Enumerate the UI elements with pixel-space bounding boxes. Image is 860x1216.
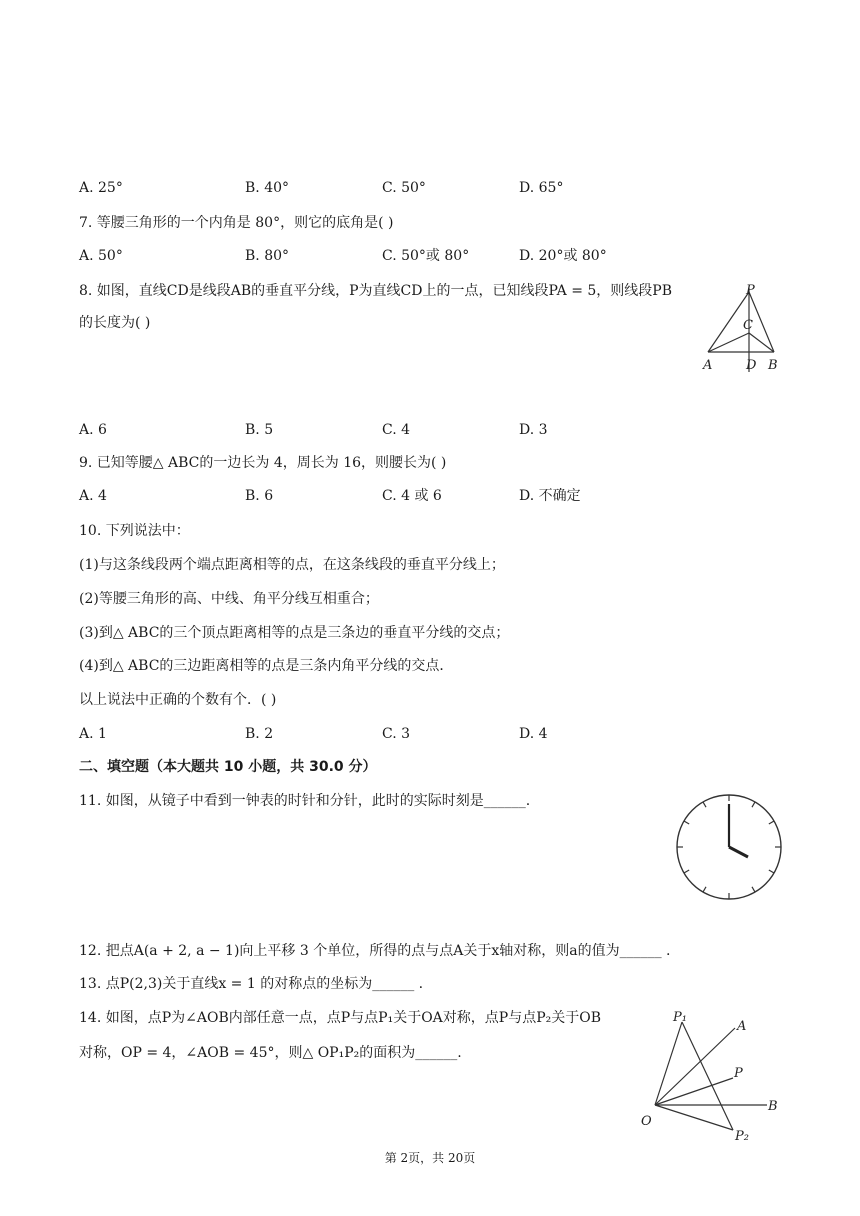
q10-stem: 10. 下列说法中：	[79, 523, 190, 539]
clock-hour-hand	[729, 847, 748, 857]
q14-segment-op2	[655, 1105, 733, 1130]
q13-stem: 13. 点P(2,3)关于直线x = 1 的对称点的坐标为______ .	[79, 976, 424, 992]
page-footer: 第 2页，共 20页	[384, 1151, 476, 1165]
q10-statement-3: (3)到△ ABC的三个顶点距离相等的点是三条边的垂直平分线的交点；	[79, 625, 510, 641]
q14-stem-line1: 14. 如图，点P为∠AOB内部任意一点，点P与点P₁关于OA对称，点P与点P₂关于OB	[79, 1010, 601, 1026]
q8-option-a: A. 6	[79, 422, 107, 438]
q8-option-c: C. 4	[382, 422, 411, 438]
q10-statement-4: (4)到△ ABC的三边距离相等的点是三条内角平分线的交点．	[79, 658, 454, 674]
q8-figure	[700, 280, 790, 375]
q14-stem-line2: 对称，OP = 4，∠AOB = 45°，则△ OP₁P₂的面积为______.	[79, 1045, 462, 1061]
q8-label-a: A	[703, 358, 713, 373]
clock-tick	[684, 821, 689, 824]
q8-label-b: B	[768, 358, 778, 373]
q7-stem: 7. 等腰三角形的一个内角是 80°，则它的底角是( )	[79, 215, 394, 231]
q8-label-c: C	[743, 318, 753, 333]
q14-label-a: A	[737, 1019, 747, 1034]
q9-stem: 9. 已知等腰△ ABC的一边长为 4，周长为 16，则腰长为( )	[79, 455, 447, 471]
q14-segment-op	[655, 1078, 733, 1105]
clock-tick	[769, 870, 774, 873]
q12-stem: 12. 把点A(a + 2, a − 1)向上平移 3 个单位，所得的点与点A关于x轴对称，则a的值为______ .	[79, 943, 671, 959]
q10-option-a: A. 1	[79, 726, 107, 742]
q14-label-p: P	[734, 1066, 743, 1081]
q9-option-a: A. 4	[79, 488, 107, 504]
q7-option-c: C. 50°或 80°	[382, 248, 470, 264]
q10-option-b: B. 2	[245, 726, 274, 742]
q14-label-p1: P₁	[673, 1010, 687, 1025]
q8-option-d: D. 3	[519, 422, 548, 438]
q11-stem: 11. 如图，从镜子中看到一钟表的时针和分针，此时的实际时刻是______.	[79, 793, 531, 809]
clock-tick	[752, 887, 755, 892]
q8-stem-line2: 的长度为( )	[79, 315, 151, 331]
q7-option-d: D. 20°或 80°	[519, 248, 607, 264]
q14-label-o: O	[641, 1114, 652, 1129]
clock-tick	[703, 802, 706, 807]
clock-tick	[703, 887, 706, 892]
q11-clock-figure	[672, 790, 786, 904]
q10-option-c: C. 3	[382, 726, 411, 742]
q7-option-a: A. 50°	[79, 248, 123, 264]
q10-option-d: D. 4	[519, 726, 548, 742]
q14-figure	[635, 1008, 785, 1148]
clock-tick	[684, 870, 689, 873]
q9-option-c: C. 4 或 6	[382, 488, 442, 504]
q6-option-d: D. 65°	[519, 180, 564, 196]
q10-statement-1: (1)与这条线段两个端点距离相等的点，在这条线段的垂直平分线上；	[79, 557, 505, 573]
q14-segment-p1p2	[682, 1022, 733, 1130]
q10-statement-2: (2)等腰三角形的高、中线、角平分线互相重合；	[79, 591, 379, 607]
q8-label-p: P	[746, 283, 755, 298]
q14-label-p2: P₂	[735, 1129, 749, 1144]
q6-option-b: B. 40°	[245, 180, 290, 196]
q8-stem-line1: 8. 如图，直线CD是线段AB的垂直平分线，P为直线CD上的一点，已知线段PA = 5，则线段PB	[79, 283, 672, 299]
clock-tick	[769, 821, 774, 824]
clock-tick	[752, 802, 755, 807]
q6-option-c: C. 50°	[382, 180, 426, 196]
q14-label-b: B	[768, 1099, 778, 1114]
q6-option-a: A. 25°	[79, 180, 123, 196]
q8-option-b: B. 5	[245, 422, 274, 438]
q8-label-d: D	[746, 358, 757, 373]
q10-question: 以上说法中正确的个数有个．( )	[79, 692, 277, 708]
section-title: 二、填空题（本大题共 10 小题，共 30.0 分）	[79, 759, 377, 775]
q7-option-b: B. 80°	[245, 248, 290, 264]
q9-option-d: D. 不确定	[519, 488, 581, 504]
q9-option-b: B. 6	[245, 488, 274, 504]
